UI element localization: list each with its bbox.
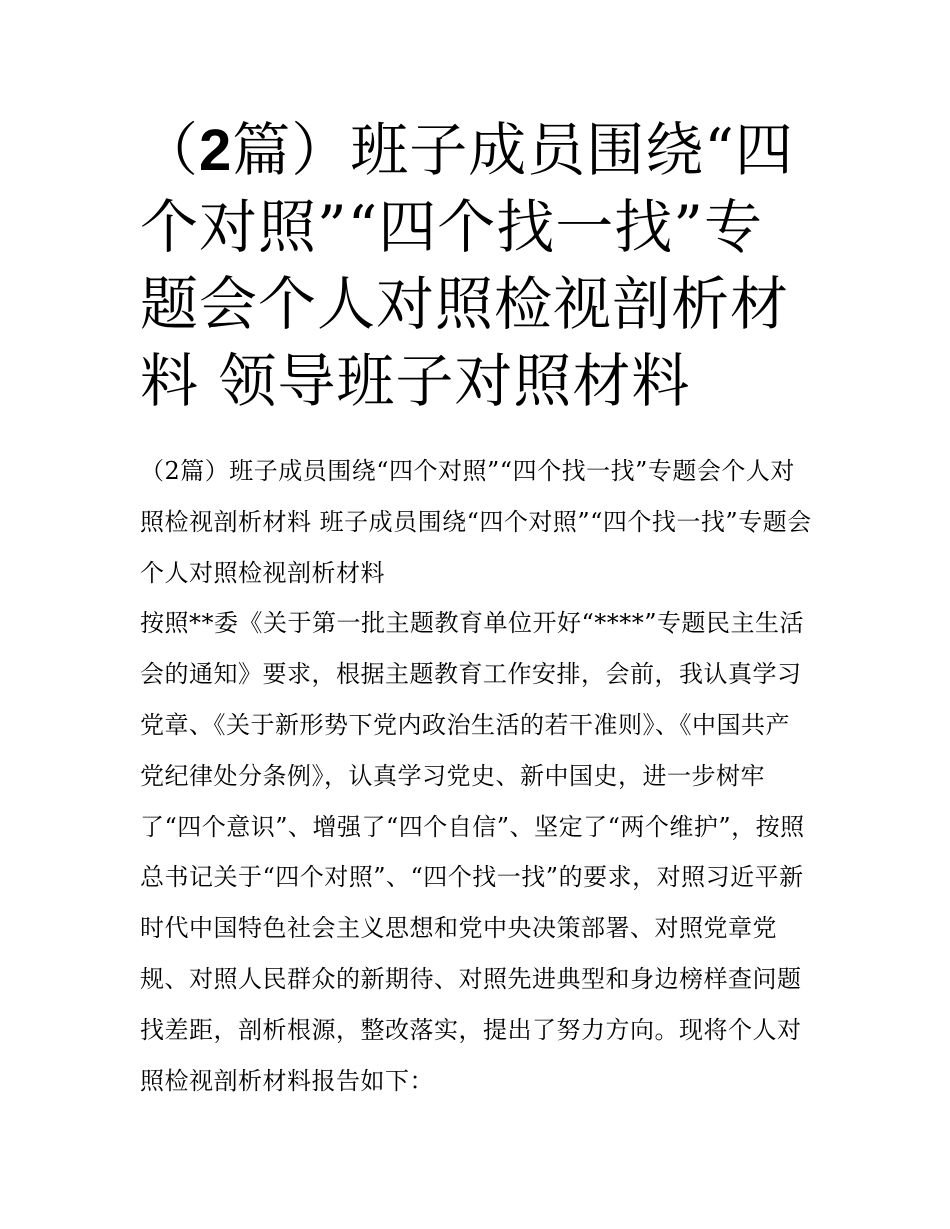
title-number: 2 — [199, 118, 233, 183]
document-body — [140, 446, 812, 1106]
document-subtitle: （2篇）班子成员围绕“四个对照”“四个找一找”专题会个人对照检视剖析材料 班子成员围绕“四个对照”“四个找一找”专题会 个人对照检视剖析材料 — [140, 457, 812, 587]
document-page — [140, 112, 812, 1106]
document-title — [140, 112, 812, 420]
title-text: 篇）班子成员围绕“四个对照”“四个找一找”专题会个人对照检视剖析材料 领导班子对照材料 — [140, 116, 794, 415]
document-paragraph: 按照**委《关于第一批主题教育单位开好“****”专题民主生活会的通知》要求，根据主题教育工作安排，会前，我认真学习党章、《关于新形势下党内政治生活的若干准则》、《中国共产党纪律处分条例》，认真学习党史、新中国史，进一步树牢了“四个意识”、增强了“四个自信”、坚定了“两个维护”，按照总书记关于“四个对照”、“四个找一找”的要求，对照习近平新时代中国特色社会主义思想和党中央决策部署、对照党章党规、对照人民群众的新期待、对照先进典型和身边榜样查问题找差距，剖析根源，整改落实，提出了努力方向。现将个人对照检视剖析材料报告如下： — [140, 609, 805, 1095]
title-prefix: （ — [140, 116, 200, 184]
